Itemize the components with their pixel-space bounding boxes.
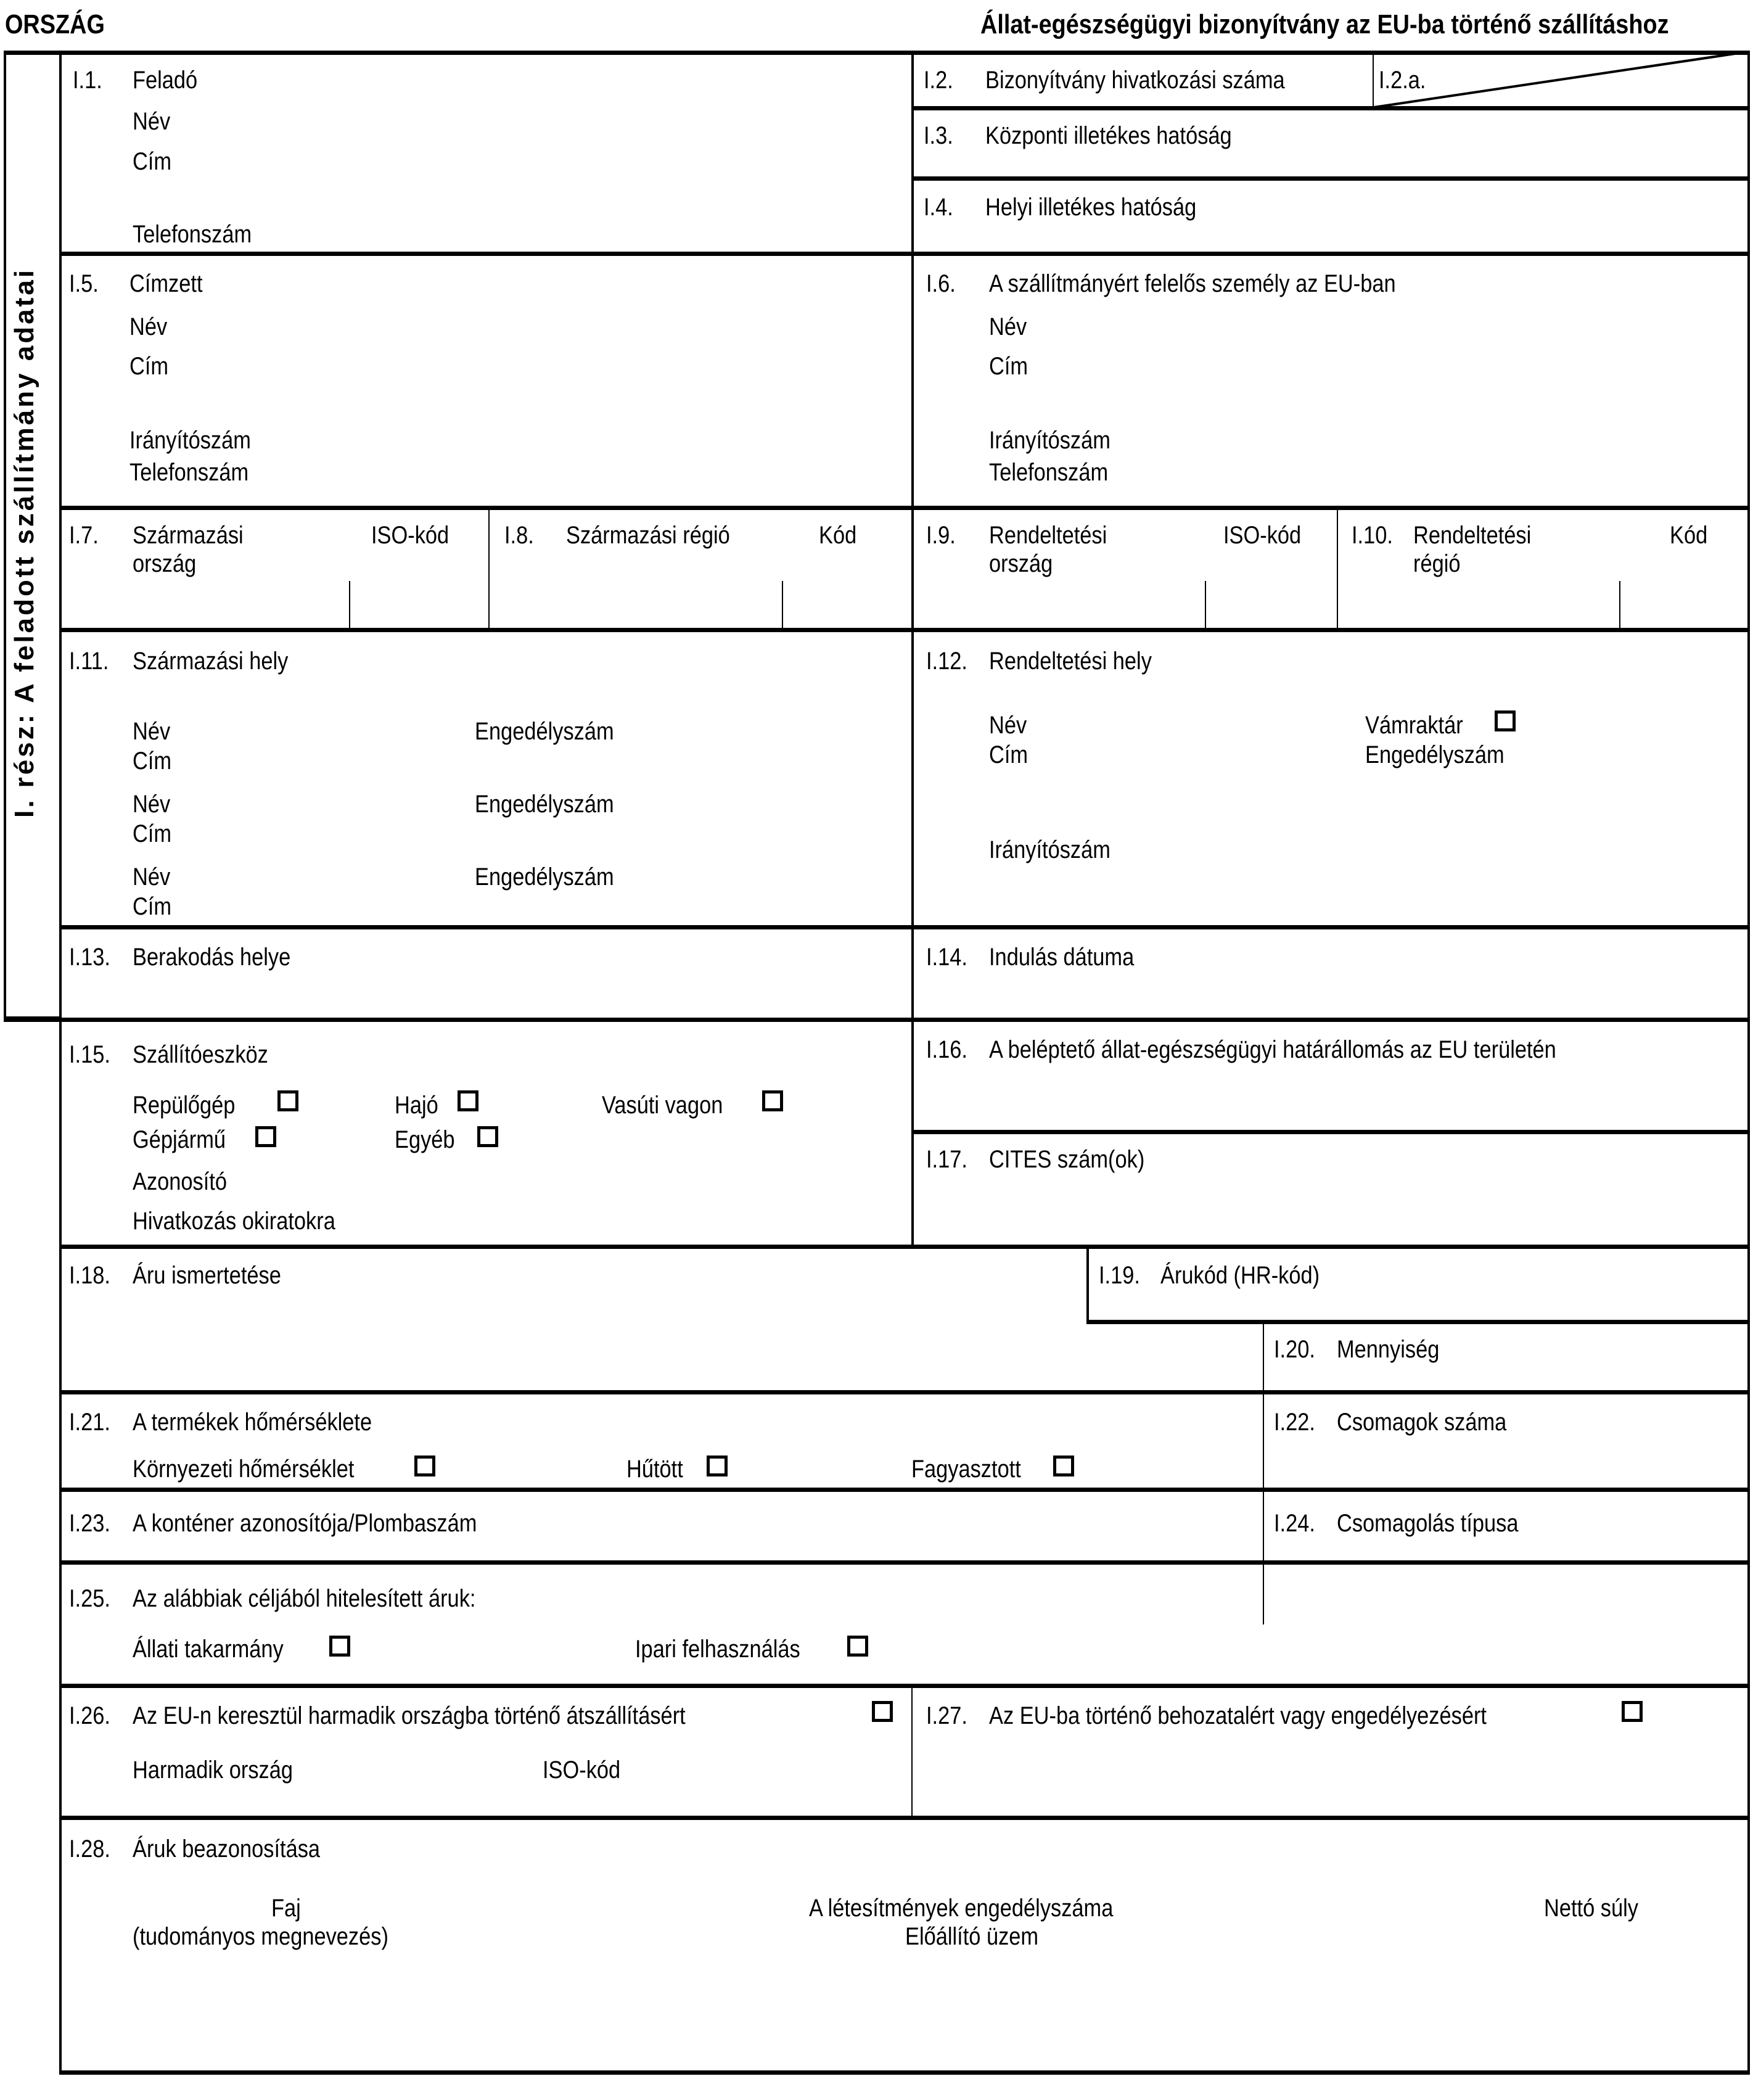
field-number: I.17. (926, 1146, 967, 1173)
divider (59, 252, 1750, 256)
divider (911, 507, 914, 630)
zip-label: Irányítószám (129, 427, 251, 454)
customs-warehouse-checkbox[interactable] (1495, 710, 1516, 731)
chilled-checkbox[interactable] (707, 1456, 728, 1476)
field-label: Központi illetékes hatóság (985, 122, 1232, 149)
subdivider (349, 581, 350, 630)
permit-label: Engedélyszám (475, 718, 614, 745)
field-label: Áruk beazonosítása (133, 1835, 321, 1863)
field-number: I.6. (926, 270, 956, 297)
field-number: I.4. (924, 194, 953, 221)
net-weight-header: Nettó súly (1544, 1895, 1638, 1922)
field-label: Bizonyítvány hivatkozási száma (985, 67, 1285, 94)
divider (4, 1018, 1750, 1022)
field-number: I.2. (924, 67, 953, 94)
form-right-border (1747, 51, 1750, 2075)
field-number: I.3. (924, 122, 953, 149)
field-number: I.19. (1099, 1262, 1140, 1289)
field-label: Csomagok száma (1337, 1409, 1507, 1436)
divider (59, 1816, 1750, 1820)
field-label: Berakodás helye (133, 944, 291, 971)
establishment-subheader: Előállító üzem (905, 1923, 1039, 1950)
divider (1086, 1246, 1089, 1322)
iso-code-label: ISO-kód (371, 522, 450, 549)
field-number: I.12. (926, 648, 967, 675)
field-number: I.9. (926, 522, 956, 549)
rail-wagon-checkbox[interactable] (762, 1090, 783, 1111)
address-label: Cím (989, 741, 1028, 768)
form-bottom-border (59, 2070, 1750, 2075)
field-number: I.13. (69, 944, 110, 971)
field-number: I.11. (69, 648, 109, 675)
name-label: Név (129, 313, 168, 340)
ambient-temp-checkbox[interactable] (414, 1456, 435, 1476)
address-label: Cím (133, 893, 172, 920)
country-label: ORSZÁG (5, 9, 105, 39)
establishment-header: A létesítmények engedélyszáma (809, 1895, 1114, 1922)
divider (59, 506, 1750, 510)
rail-wagon-label: Vasúti vagon (602, 1092, 723, 1119)
name-label: Név (133, 791, 171, 818)
address-label: Cím (133, 820, 172, 847)
phone-label: Telefonszám (133, 221, 252, 248)
plane-checkbox[interactable] (277, 1090, 298, 1111)
permit-label: Engedélyszám (475, 863, 614, 891)
field-label: Az EU-ba történő behozatalért vagy engedélyezésért (989, 1702, 1487, 1729)
ambient-temp-label: Környezeti hőmérséklet (133, 1456, 355, 1483)
name-label: Név (989, 712, 1027, 739)
plane-label: Repülőgép (133, 1092, 236, 1119)
address-label: Cím (133, 747, 172, 775)
field-label: A termékek hőmérséklete (133, 1409, 372, 1436)
field-number: I.24. (1274, 1510, 1315, 1537)
zip-label: Irányítószám (989, 427, 1111, 454)
chilled-label: Hűtött (626, 1456, 683, 1483)
divider (59, 1390, 1750, 1394)
divider (911, 106, 1750, 110)
divider (59, 1245, 1750, 1249)
field-number: I.1. (73, 67, 102, 94)
import-checkbox[interactable] (1622, 1701, 1643, 1722)
divider (59, 1560, 1750, 1565)
divider (911, 1686, 913, 1818)
field-number: I.18. (69, 1262, 110, 1289)
field-number: I.14. (926, 944, 967, 971)
subdivider (782, 581, 783, 630)
animal-feed-checkbox[interactable] (329, 1636, 350, 1657)
field-label: Rendeltetési (989, 522, 1107, 549)
field-number: I.5. (69, 270, 99, 297)
divider (1337, 507, 1338, 630)
third-country-label: Harmadik ország (133, 1756, 294, 1784)
field-number: I.16. (926, 1036, 967, 1063)
field-number: I.28. (69, 1835, 110, 1863)
iso-code-label: ISO-kód (543, 1756, 621, 1784)
field-number: I.7. (69, 522, 99, 549)
field-number: I.15. (69, 1041, 110, 1068)
divider (59, 1684, 1750, 1688)
divider-mid-top (911, 51, 914, 507)
frozen-checkbox[interactable] (1053, 1456, 1074, 1476)
address-label: Cím (133, 148, 172, 175)
field-label: Származási régió (566, 522, 730, 549)
divider (59, 925, 1750, 929)
field-label: A beléptető állat-egészségügyi határállomás az EU területén (989, 1036, 1556, 1063)
species-header: Faj (271, 1895, 301, 1922)
divider (1263, 1322, 1264, 1624)
side-left-border (4, 51, 6, 1020)
iso-code-label: ISO-kód (1223, 522, 1302, 549)
other-transport-checkbox[interactable] (477, 1126, 498, 1147)
field-label: Rendeltetési hely (989, 648, 1152, 675)
customs-warehouse-label: Vámraktár (1365, 712, 1463, 739)
field-label-line2: ország (133, 550, 197, 577)
field-label: A konténer azonosítója/Plombaszám (133, 1510, 477, 1537)
field-label: Feladó (133, 67, 198, 94)
industrial-use-label: Ipari felhasználás (635, 1636, 800, 1663)
permit-label: Engedélyszám (475, 791, 614, 818)
field-label: Csomagolás típusa (1337, 1510, 1519, 1537)
industrial-use-checkbox[interactable] (847, 1636, 868, 1657)
field-label-line2: régió (1413, 550, 1461, 577)
transit-checkbox[interactable] (872, 1701, 893, 1722)
field-label: Az EU-n keresztül harmadik országba történő átszállításért (133, 1702, 686, 1729)
ship-checkbox[interactable] (458, 1090, 478, 1111)
divider (59, 628, 1750, 632)
field-label: CITES szám(ok) (989, 1146, 1145, 1173)
certificate-title: Állat-egészségügyi bizonyítvány az EU-ba történő szállításhoz (980, 9, 1669, 39)
divider (1086, 1320, 1750, 1324)
name-label: Név (133, 108, 171, 135)
permit-label: Engedélyszám (1365, 741, 1505, 768)
subdivider (1205, 581, 1206, 630)
field-label-line2: ország (989, 550, 1053, 577)
road-vehicle-checkbox[interactable] (255, 1126, 276, 1147)
road-vehicle-label: Gépjármű (133, 1126, 226, 1153)
field-label: Származási (133, 522, 244, 549)
name-label: Név (989, 313, 1027, 340)
field-number: I.21. (69, 1409, 110, 1436)
name-label: Név (133, 718, 171, 745)
field-number: I.26. (69, 1702, 110, 1729)
field-label: Árukód (HR-kód) (1160, 1262, 1320, 1289)
phone-label: Telefonszám (129, 459, 249, 486)
ship-label: Hajó (395, 1092, 438, 1119)
field-label: Szállítóeszköz (133, 1041, 268, 1068)
subdivider (1619, 581, 1620, 630)
diagonal-strike (1373, 51, 1749, 109)
side-label: I. rész: A feladott szállítmány adatai (9, 267, 39, 818)
field-number: I.8. (504, 522, 534, 549)
code-label: Kód (819, 522, 857, 549)
address-label: Cím (129, 353, 169, 380)
divider (488, 507, 490, 630)
field-label: Rendeltetési (1413, 522, 1532, 549)
code-label: Kód (1670, 522, 1708, 549)
divider (911, 629, 914, 1020)
address-label: Cím (989, 353, 1028, 380)
other-transport-label: Egyéb (395, 1126, 455, 1153)
field-label: Származási hely (133, 648, 289, 675)
divider (911, 1130, 1750, 1134)
field-label: Címzett (129, 270, 203, 297)
field-label: Helyi illetékes hatóság (985, 194, 1197, 221)
form-left-border (59, 51, 62, 2075)
field-label: Áru ismertetése (133, 1262, 281, 1289)
field-label: Mennyiség (1337, 1336, 1440, 1363)
field-number: I.2.a. (1379, 67, 1426, 94)
field-number: I.20. (1274, 1336, 1315, 1363)
zip-label: Irányítószám (989, 836, 1111, 863)
field-number: I.27. (926, 1702, 967, 1729)
species-subheader: (tudományos megnevezés) (133, 1923, 388, 1950)
field-number: I.22. (1274, 1409, 1315, 1436)
field-number: I.10. (1352, 522, 1393, 549)
frozen-label: Fagyasztott (911, 1456, 1021, 1483)
divider (59, 1488, 1750, 1492)
divider (911, 176, 1750, 181)
field-label: Indulás dátuma (989, 944, 1135, 971)
field-number: I.23. (69, 1510, 110, 1537)
phone-label: Telefonszám (989, 459, 1109, 486)
field-number: I.25. (69, 1585, 110, 1612)
name-label: Név (133, 863, 171, 891)
animal-feed-label: Állati takarmány (133, 1636, 284, 1663)
field-label: Az alábbiak céljából hitelesített áruk: (133, 1585, 476, 1612)
field-label: A szállítmányért felelős személy az EU-ban (989, 270, 1396, 297)
identifier-label: Azonosító (133, 1168, 227, 1195)
document-reference-label: Hivatkozás okiratokra (133, 1208, 335, 1235)
